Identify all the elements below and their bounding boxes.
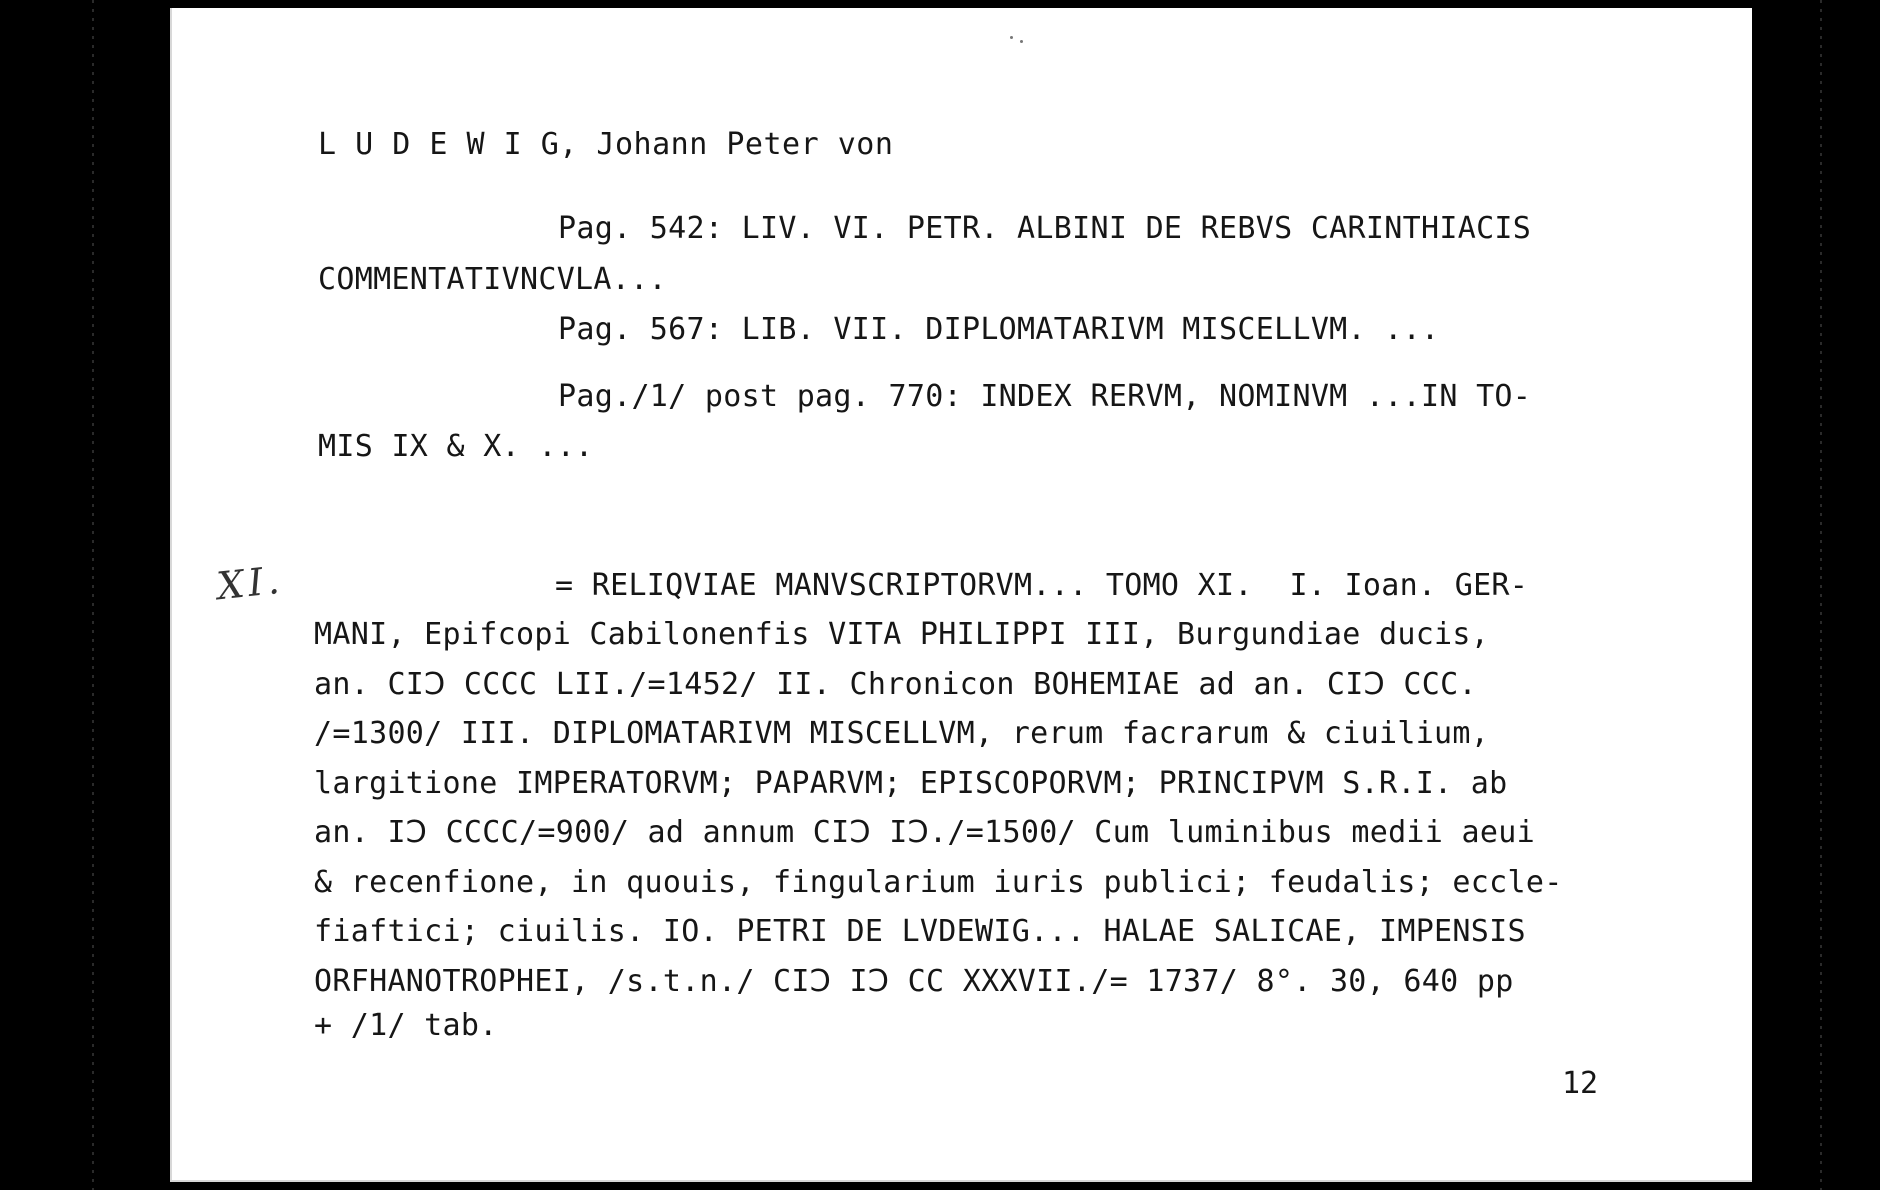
scan-speck (1020, 40, 1023, 43)
scan-edge-left (92, 0, 94, 1190)
volume-line: MANI, Epifcopi Cabilonenfis VITA PHILIPPI III, Burgundiae ducis, (314, 617, 1490, 652)
entry-line: Pag./1/ post pag. 770: INDEX RERVM, NOMINVM ...IN TO- (558, 379, 1532, 414)
volume-line: + /1/ tab. (314, 1008, 498, 1043)
entry-line: Pag. 542: LIV. VI. PETR. ALBINI DE REBVS CARINTHIACIS (558, 211, 1532, 246)
volume-line: & recenfione, in quouis, fingularium iuris publici; feudalis; eccle- (314, 865, 1563, 900)
volume-line: ORFHANOTROPHEI, /s.t.n./ CIↃ IↃ CC XXXVII./= 1737/ 8°. 30, 640 pp (314, 964, 1514, 999)
card-page-number: 12 (1562, 1066, 1599, 1101)
volume-line: fiaftici; ciuilis. IO. PETRI DE LVDEWIG... HALAE SALICAE, IMPENSIS (314, 914, 1526, 949)
volume-line: an. IↃ CCCC/=900/ ad annum CIↃ IↃ./=1500/ Cum luminibus medii aeui (314, 815, 1535, 850)
margin-note: XI. (214, 557, 286, 609)
volume-line: /=1300/ III. DIPLOMATARIVM MISCELLVM, rerum facrarum & ciuilium, (314, 716, 1490, 751)
entry-line: COMMENTATIVNCVLA... (318, 262, 667, 297)
scan-speck (1010, 36, 1013, 39)
catalog-card (170, 8, 1752, 1182)
entry-line: Pag. 567: LIB. VII. DIPLOMATARIVM MISCELLVM. ... (558, 312, 1440, 347)
entry-line: MIS IX & X. ... (318, 429, 594, 464)
author-heading: L U D E W I G, Johann Peter von (318, 127, 894, 162)
volume-line: largitione IMPERATORVM; PAPARVM; EPISCOPORVM; PRINCIPVM S.R.I. ab (314, 766, 1508, 801)
scan-edge-right (1820, 0, 1822, 1190)
volume-line: an. CIↃ CCCC LII./=1452/ II. Chronicon BOHEMIAE ad an. CIↃ CCC. (314, 667, 1477, 702)
volume-line: = RELIQVIAE MANVSCRIPTORVM... TOMO XI. I. Ioan. GER- (555, 568, 1529, 603)
